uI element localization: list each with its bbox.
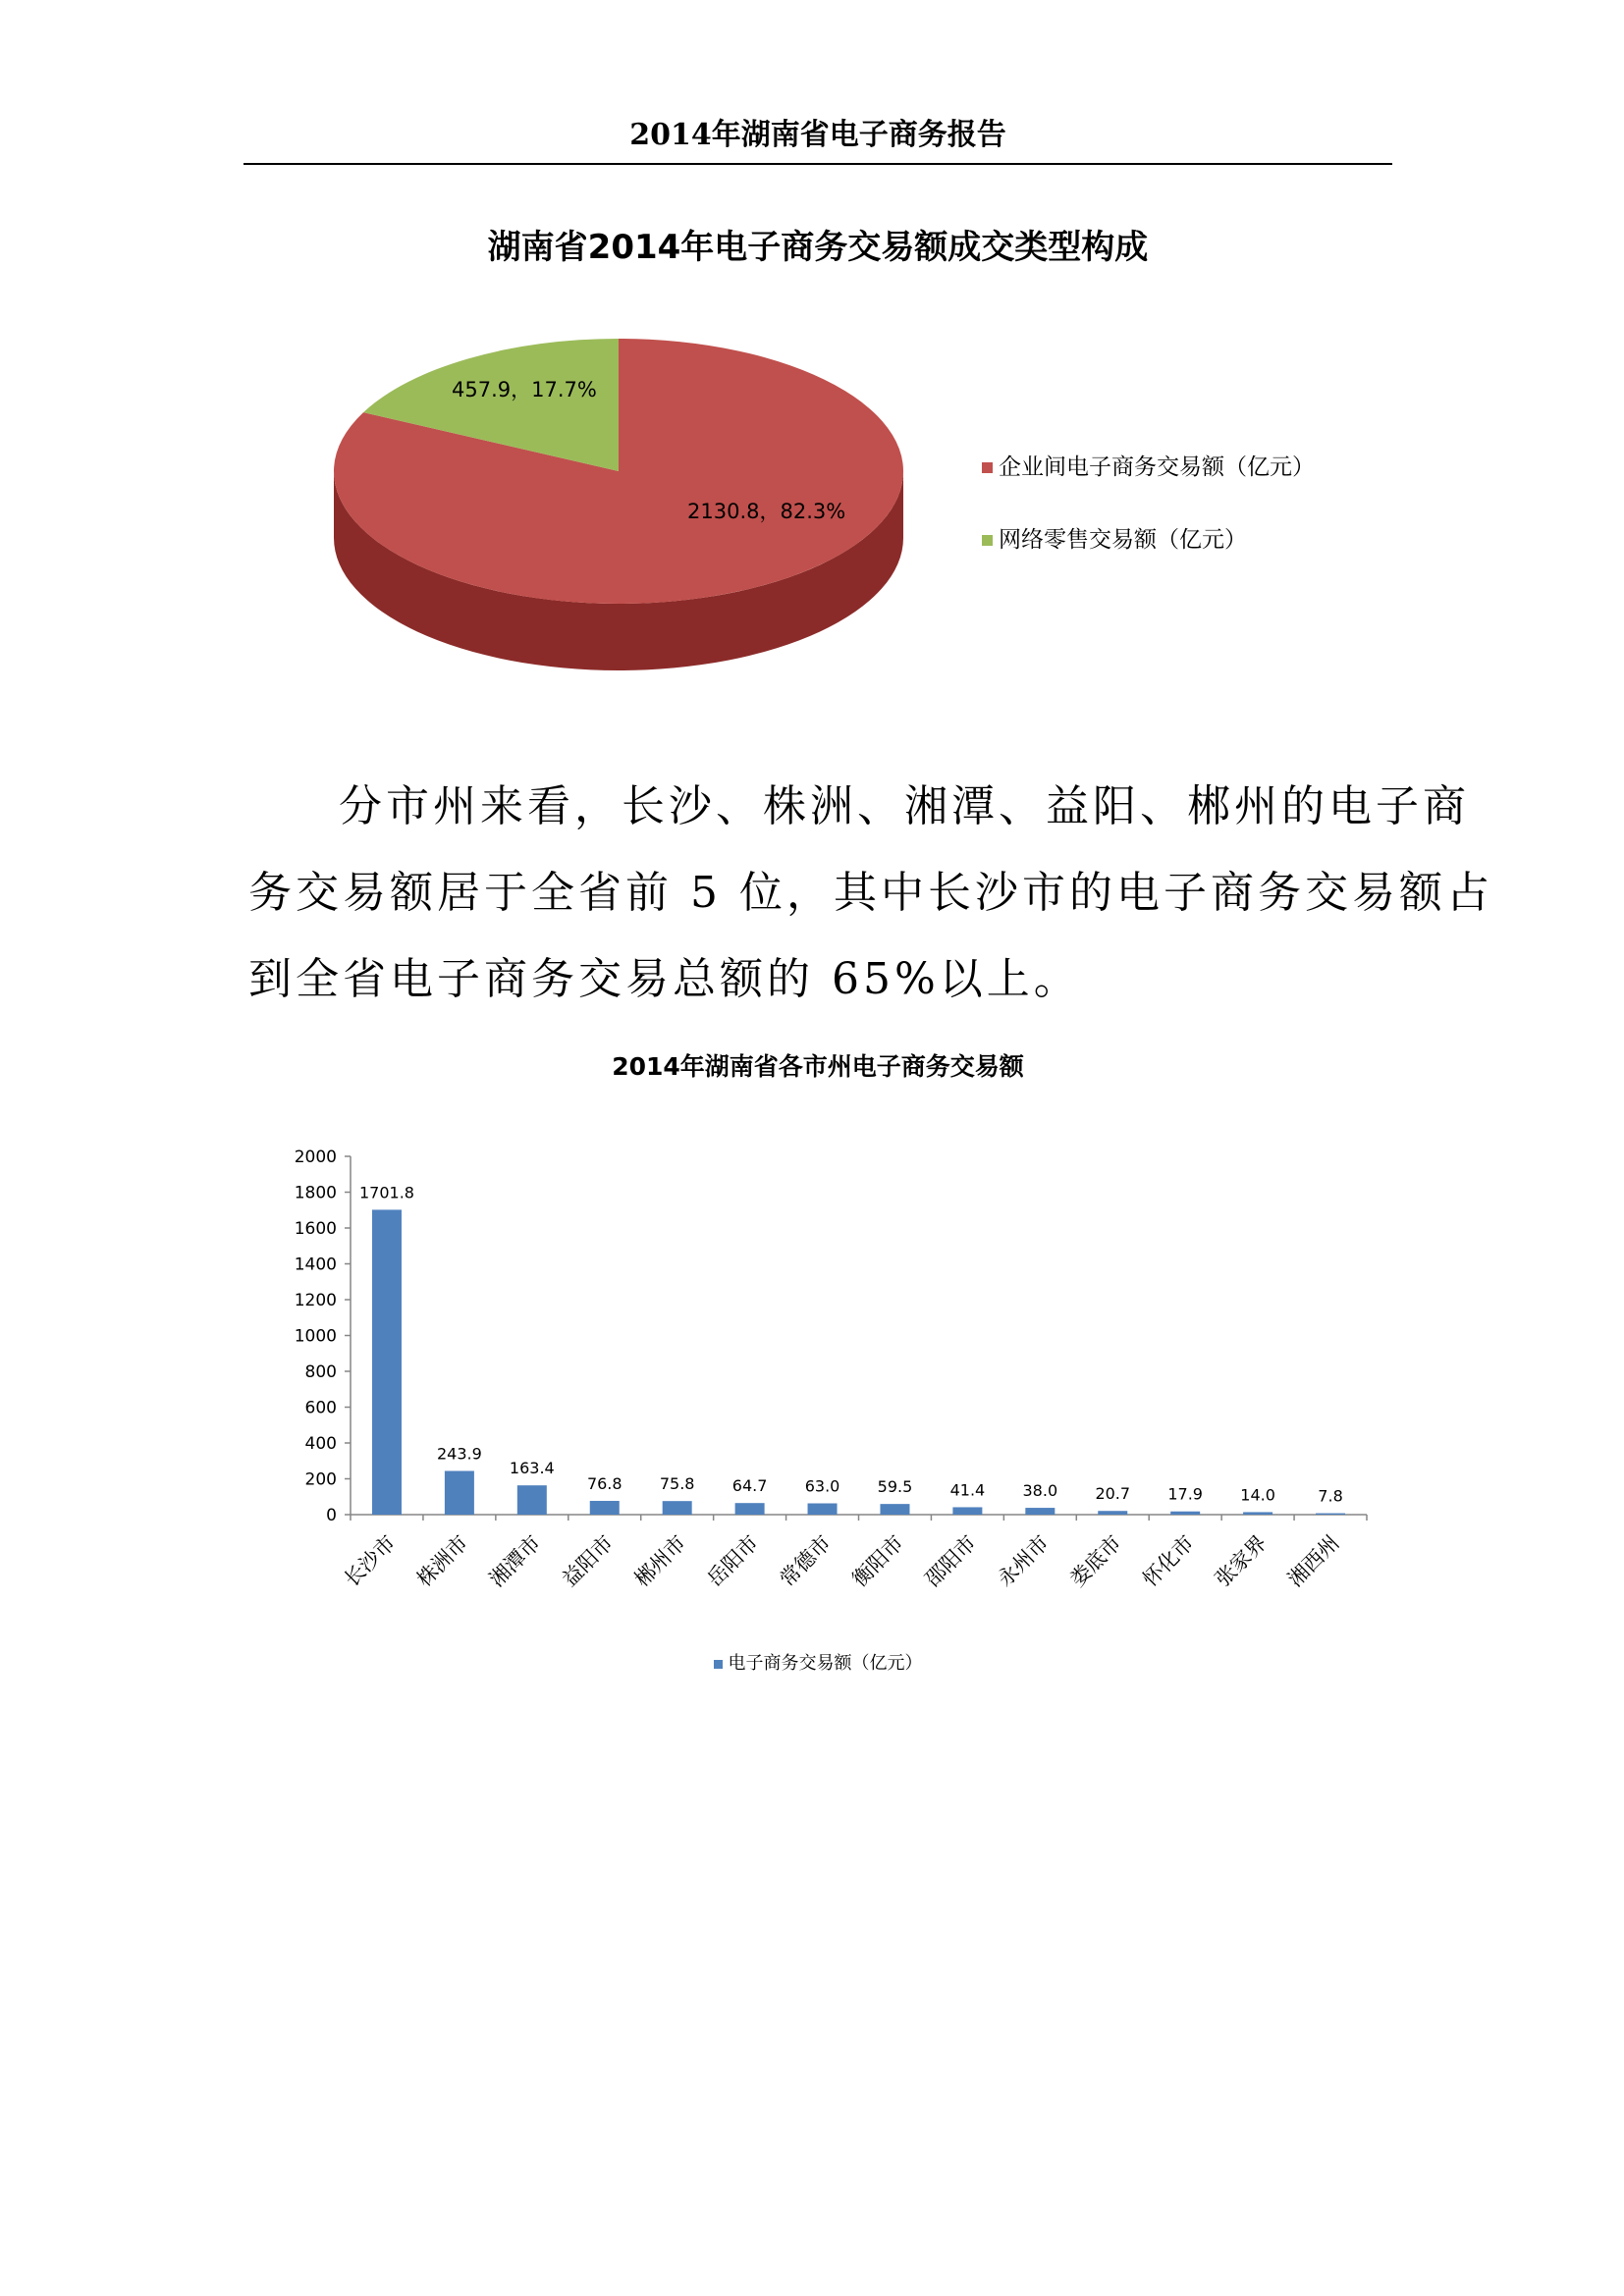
x-category-label: 湘西州 (1283, 1530, 1344, 1592)
x-category-label: 长沙市 (339, 1530, 401, 1592)
bar-chart-title: 2014年湖南省各市州电子商务交易额 (612, 1052, 1024, 1081)
legend-swatch-ecommerce (714, 1660, 723, 1669)
bar (1243, 1512, 1272, 1515)
bar (1316, 1514, 1345, 1515)
legend-swatch-b2b (982, 462, 993, 473)
y-tick-label: 1800 (294, 1183, 337, 1203)
bar-value-label: 41.4 (949, 1480, 986, 1500)
bar-value-label: 63.0 (804, 1476, 840, 1496)
bar (1025, 1508, 1055, 1515)
paragraph-line: 分市州来看，长沙、株洲、湘潭、益阳、郴州的电子商 (339, 781, 1470, 831)
y-tick-label: 1400 (294, 1255, 337, 1275)
bar-value-label: 38.0 (1022, 1481, 1058, 1501)
pie-legend (982, 452, 1315, 597)
legend-item-b2b (982, 452, 1315, 483)
bar-value-label: 1701.8 (358, 1183, 414, 1202)
bar-value-label: 20.7 (1095, 1484, 1131, 1504)
bar-value-label: 59.5 (877, 1477, 913, 1497)
x-category-label: 张家界 (1211, 1530, 1272, 1592)
bar (1098, 1511, 1127, 1515)
pie-chart (324, 324, 933, 687)
y-tick-label: 400 (304, 1434, 337, 1454)
y-tick-label: 800 (304, 1362, 337, 1382)
body-paragraph (248, 764, 1493, 1023)
x-category-label: 娄底市 (1065, 1530, 1126, 1592)
x-category-label: 株洲市 (411, 1530, 473, 1592)
x-category-label: 常德市 (775, 1530, 837, 1592)
bar-chart (275, 1119, 1394, 1629)
running-header: 2014年湖南省电子商务报告 (629, 118, 1006, 152)
x-category-label: 岳阳市 (702, 1530, 764, 1592)
bar-value-label: 14.0 (1240, 1485, 1275, 1505)
pie-label-retail: 457.9，17.7% (452, 378, 597, 401)
y-tick-label: 1000 (294, 1326, 337, 1347)
bar-value-label: 75.8 (659, 1474, 695, 1494)
bar (590, 1501, 620, 1515)
x-category-label: 邵阳市 (920, 1530, 981, 1592)
x-category-label: 郴州市 (629, 1530, 691, 1592)
legend-label-retail: 网络零售交易额（亿元） (999, 527, 1247, 553)
paragraph-line: 到全省电子商务交易总额的 65%以上。 (248, 954, 1081, 1004)
bar (1170, 1512, 1200, 1515)
pie-label-b2b: 2130.8，82.3% (687, 500, 846, 523)
bar-value-label: 163.4 (509, 1459, 555, 1478)
y-tick-label: 1600 (294, 1219, 337, 1239)
x-category-label: 永州市 (993, 1530, 1054, 1592)
pie-chart-title: 湖南省2014年电子商务交易额成交类型构成 (487, 228, 1149, 267)
bar-value-label: 7.8 (1318, 1486, 1343, 1506)
x-category-label: 益阳市 (557, 1530, 619, 1592)
bar-value-label: 64.7 (731, 1476, 768, 1496)
bar (880, 1504, 909, 1515)
header-rule (244, 163, 1392, 165)
y-tick-label: 0 (326, 1506, 337, 1525)
y-tick-label: 600 (304, 1398, 337, 1418)
bar-value-label: 243.9 (436, 1444, 482, 1464)
legend-label-b2b: 企业间电子商务交易额（亿元） (999, 454, 1315, 480)
bar (372, 1209, 402, 1515)
x-category-label: 湘潭市 (484, 1530, 546, 1592)
x-category-label: 衡阳市 (847, 1530, 908, 1592)
bar (808, 1504, 838, 1515)
legend-label-ecommerce: 电子商务交易额（亿元） (728, 1653, 923, 1674)
y-tick-label: 200 (304, 1469, 337, 1490)
bar (952, 1507, 982, 1515)
y-tick-label: 2000 (294, 1148, 337, 1167)
bar-legend (244, 1651, 1392, 1677)
bar-value-label: 76.8 (586, 1473, 623, 1493)
legend-item-retail (982, 524, 1315, 556)
y-tick-label: 1200 (294, 1291, 337, 1310)
bar (663, 1501, 692, 1515)
x-category-label: 怀化市 (1138, 1530, 1199, 1592)
bar-value-label: 17.9 (1167, 1484, 1203, 1504)
bar (517, 1485, 547, 1515)
paragraph-line: 务交易额居于全省前 5 位，其中长沙市的电子商务交易额占 (248, 868, 1493, 918)
bar (445, 1470, 474, 1515)
bar (735, 1503, 765, 1515)
legend-swatch-retail (982, 535, 993, 546)
